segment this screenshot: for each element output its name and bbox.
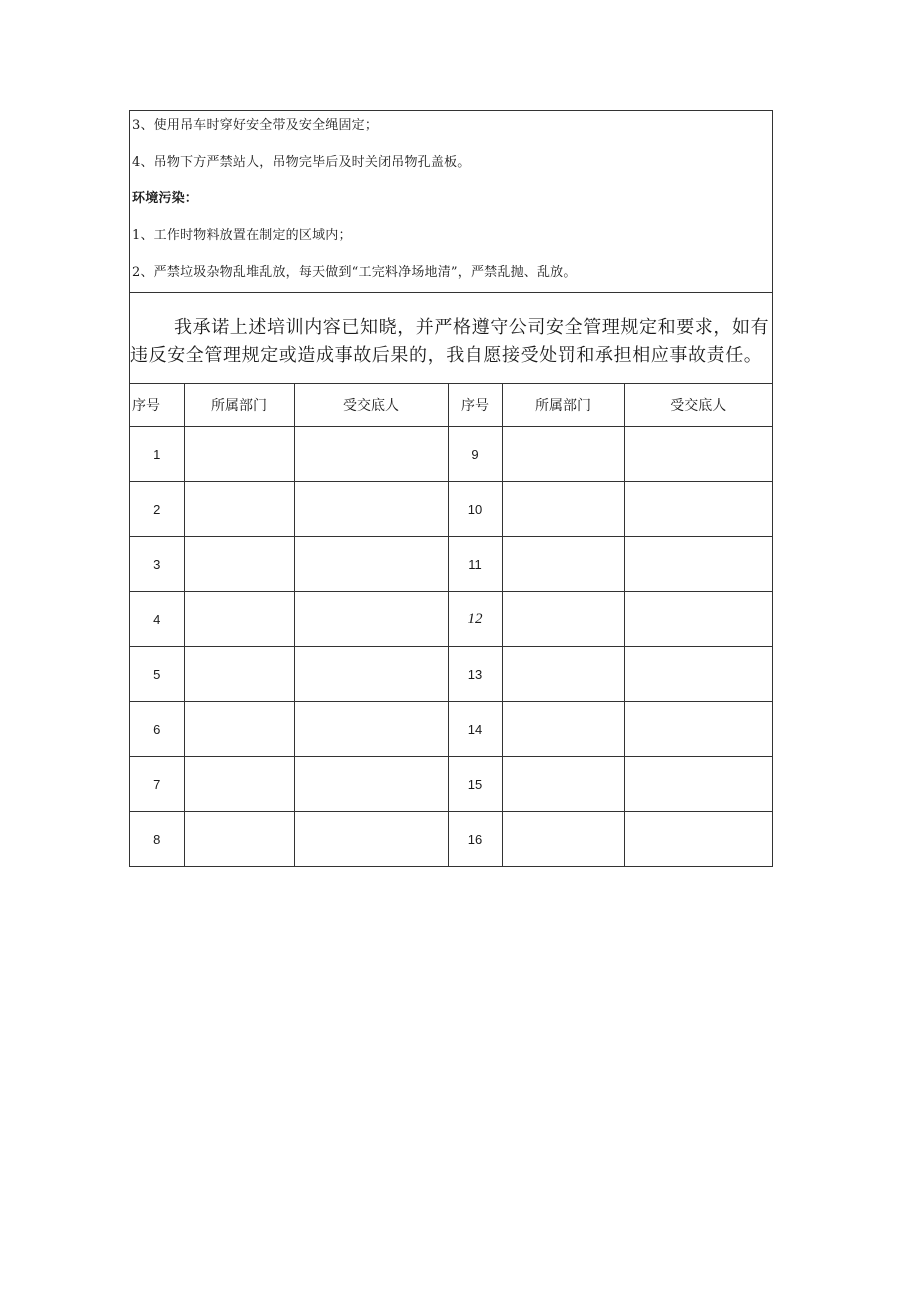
table-row xyxy=(130,482,772,537)
seq-cell: 4 xyxy=(130,592,184,647)
pledge-section xyxy=(130,293,772,384)
department-cell[interactable] xyxy=(502,812,624,867)
header-recipient-left: 受交底人 xyxy=(294,384,448,427)
department-cell[interactable] xyxy=(502,647,624,702)
recipient-cell[interactable] xyxy=(624,427,772,482)
seq-cell: 16 xyxy=(448,812,502,867)
recipient-cell[interactable] xyxy=(294,702,448,757)
seq-cell: 12 xyxy=(448,592,502,647)
seq-cell: 3 xyxy=(130,537,184,592)
seq-cell: 7 xyxy=(130,757,184,812)
table-row xyxy=(130,757,772,812)
recipient-cell[interactable] xyxy=(624,482,772,537)
environment-heading: 环境污染： xyxy=(132,191,199,206)
recipient-cell[interactable] xyxy=(294,647,448,702)
department-cell[interactable] xyxy=(184,647,294,702)
seq-cell: 14 xyxy=(448,702,502,757)
department-cell[interactable] xyxy=(502,537,624,592)
seq-cell: 9 xyxy=(448,427,502,482)
recipient-cell[interactable] xyxy=(294,537,448,592)
seq-cell: 15 xyxy=(448,757,502,812)
department-cell[interactable] xyxy=(502,592,624,647)
header-seq-left: 序号 xyxy=(130,384,184,427)
header-seq-right: 序号 xyxy=(448,384,502,427)
seq-cell: 5 xyxy=(130,647,184,702)
department-cell[interactable] xyxy=(184,482,294,537)
environment-rule-2: 2、严禁垃圾杂物乱堆乱放，每天做到“工完料净场地清”，严禁乱抛、乱放。 xyxy=(132,265,577,280)
seq-cell: 1 xyxy=(130,427,184,482)
table-row xyxy=(130,592,772,647)
recipient-cell[interactable] xyxy=(294,427,448,482)
table-row xyxy=(130,812,772,867)
department-cell[interactable] xyxy=(502,482,624,537)
table-row xyxy=(130,702,772,757)
table-row xyxy=(130,647,772,702)
rules-section xyxy=(130,111,772,293)
recipient-cell[interactable] xyxy=(294,592,448,647)
seq-cell: 11 xyxy=(448,537,502,592)
recipient-cell[interactable] xyxy=(624,647,772,702)
department-cell[interactable] xyxy=(502,702,624,757)
department-cell[interactable] xyxy=(184,592,294,647)
department-cell[interactable] xyxy=(184,757,294,812)
table-header-row xyxy=(130,384,772,427)
seq-cell: 8 xyxy=(130,812,184,867)
department-cell[interactable] xyxy=(184,702,294,757)
recipient-cell[interactable] xyxy=(294,482,448,537)
header-department-right: 所属部门 xyxy=(502,384,624,427)
safety-rule-4: 4、吊物下方严禁站人，吊物完毕后及时关闭吊物孔盖板。 xyxy=(132,155,471,170)
safety-rule-3: 3、使用吊车时穿好安全带及安全绳固定； xyxy=(132,118,379,133)
seq-cell: 13 xyxy=(448,647,502,702)
signature-table xyxy=(130,384,772,866)
recipient-cell[interactable] xyxy=(624,592,772,647)
header-department-left: 所属部门 xyxy=(184,384,294,427)
department-cell[interactable] xyxy=(184,427,294,482)
table-row xyxy=(130,537,772,592)
header-recipient-right: 受交底人 xyxy=(624,384,772,427)
seq-cell: 10 xyxy=(448,482,502,537)
table-row xyxy=(130,427,772,482)
recipient-cell[interactable] xyxy=(624,702,772,757)
environment-rule-1: 1、工作时物料放置在制定的区域内； xyxy=(132,228,352,243)
recipient-cell[interactable] xyxy=(624,757,772,812)
recipient-cell[interactable] xyxy=(294,757,448,812)
pledge-text: 我承诺上述培训内容已知晓，并严格遵守公司安全管理规定和要求，如有违反安全管理规定或造成事故后果的，我自愿接受处罚和承担相应事故责任。 xyxy=(130,317,770,366)
seq-cell: 6 xyxy=(130,702,184,757)
department-cell[interactable] xyxy=(502,757,624,812)
recipient-cell[interactable] xyxy=(624,537,772,592)
training-record-form xyxy=(129,110,773,867)
department-cell[interactable] xyxy=(184,812,294,867)
department-cell[interactable] xyxy=(502,427,624,482)
recipient-cell[interactable] xyxy=(624,812,772,867)
seq-cell: 2 xyxy=(130,482,184,537)
department-cell[interactable] xyxy=(184,537,294,592)
recipient-cell[interactable] xyxy=(294,812,448,867)
